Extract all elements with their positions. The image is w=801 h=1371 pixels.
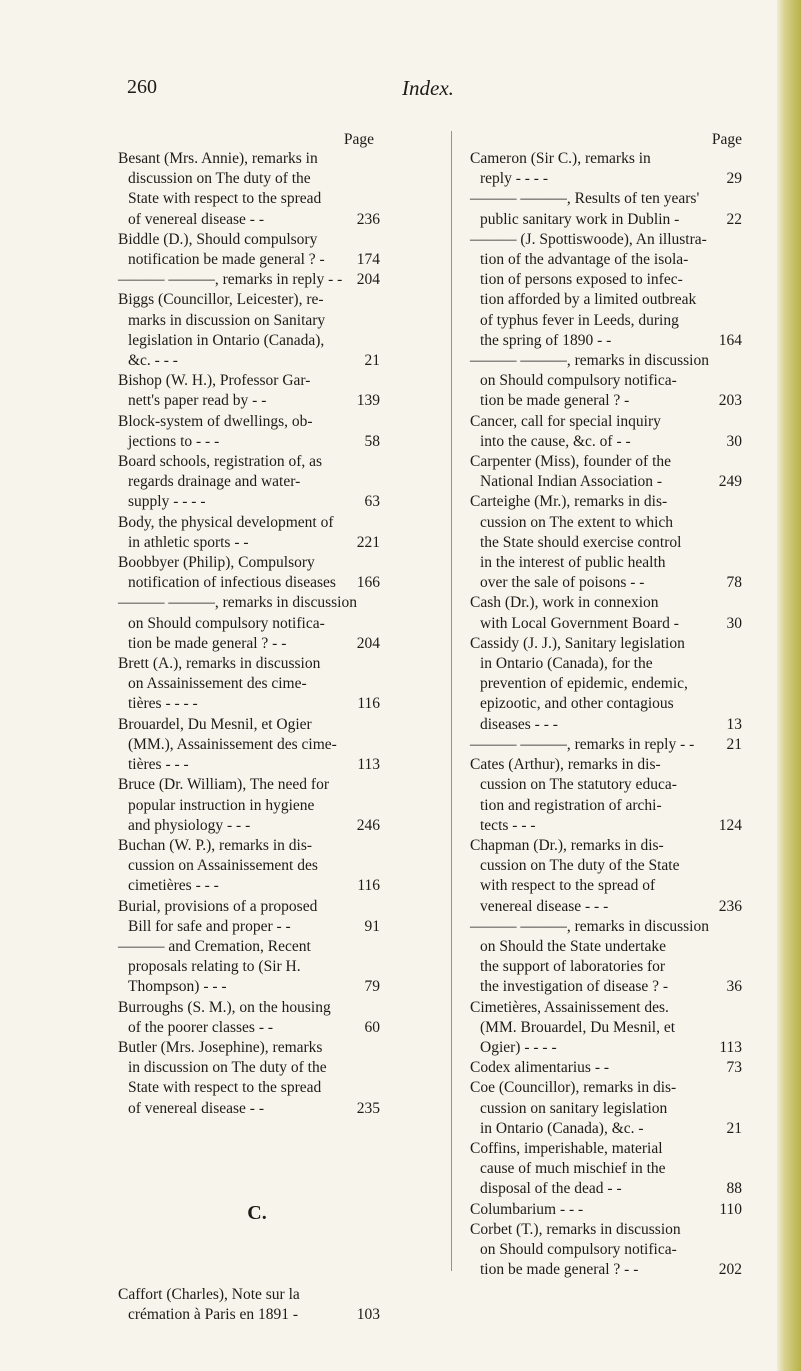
entry-line: Block-system of dwellings, ob- bbox=[118, 412, 313, 430]
entry-line: Chapman (Dr.), remarks in dis- bbox=[470, 836, 664, 854]
entry-text bbox=[118, 553, 380, 593]
entry-text bbox=[470, 735, 742, 755]
entry-page-number: 164 bbox=[718, 331, 742, 349]
entry-line: discussion on The duty of the bbox=[128, 170, 311, 188]
running-header bbox=[0, 76, 801, 106]
entry-text bbox=[118, 290, 380, 371]
index-entry bbox=[470, 1200, 742, 1220]
entry-line: on Should compulsory notifica- bbox=[480, 372, 677, 390]
right-entries bbox=[470, 149, 742, 1280]
entry-line: diseases - - - bbox=[480, 715, 558, 733]
entry-line: Boobbyer (Philip), Compulsory bbox=[118, 554, 315, 572]
entry-line: Buchan (W. P.), remarks in dis- bbox=[118, 836, 313, 854]
entry-page-number: 73 bbox=[726, 1059, 742, 1077]
index-entry bbox=[118, 1285, 380, 1325]
entry-line: in discussion on The duty of the bbox=[128, 1059, 327, 1077]
entry-line: tion and registration of archi- bbox=[480, 796, 662, 814]
entry-line: of the poorer classes - - bbox=[128, 1018, 274, 1036]
entry-page-number: 236 bbox=[356, 210, 380, 228]
entry-line: and physiology - - - bbox=[128, 816, 251, 834]
entry-text bbox=[470, 1058, 742, 1078]
entry-line: Biddle (D.), Should compulsory bbox=[118, 230, 318, 248]
entry-text bbox=[118, 897, 380, 937]
entry-page-number: 79 bbox=[364, 978, 380, 996]
entry-line: nett's paper read by - - bbox=[128, 392, 267, 410]
entry-text bbox=[118, 452, 380, 513]
entry-text bbox=[118, 371, 380, 411]
index-entry bbox=[118, 290, 380, 371]
entry-line: tion be made general ? - - bbox=[128, 634, 287, 652]
entry-line: Caffort (Charles), Note sur la bbox=[118, 1285, 300, 1303]
index-entry bbox=[470, 149, 742, 189]
entry-line: tion of the advantage of the isola- bbox=[480, 251, 689, 269]
entry-page-number: 30 bbox=[726, 432, 742, 450]
entry-page-number: 204 bbox=[356, 271, 380, 289]
entry-text bbox=[470, 1200, 742, 1220]
entry-line: Coffins, imperishable, material bbox=[470, 1139, 663, 1157]
entry-line: cause of much mischief in the bbox=[480, 1160, 666, 1178]
entry-page-number: 246 bbox=[356, 816, 380, 834]
entry-text bbox=[470, 755, 742, 836]
entry-page-number: 29 bbox=[726, 170, 742, 188]
entry-line: ——— ———, remarks in discussion bbox=[470, 352, 709, 370]
entry-line: State with respect to the spread bbox=[128, 1079, 322, 1097]
entry-line: ——— and Cremation, Recent bbox=[118, 937, 311, 955]
index-entry bbox=[118, 412, 380, 452]
entry-text bbox=[470, 998, 742, 1059]
entry-line: cussion on Assainissement des bbox=[128, 857, 318, 875]
index-entry bbox=[118, 270, 380, 290]
index-entry bbox=[470, 1139, 742, 1200]
entry-line: Brett (A.), remarks in discussion bbox=[118, 655, 321, 673]
entry-page-number: 113 bbox=[719, 1038, 742, 1056]
entry-line: with respect to the spread of bbox=[480, 877, 656, 895]
entry-line: ——— (J. Spottiswoode), An illustra- bbox=[470, 230, 707, 248]
entry-text bbox=[470, 149, 742, 189]
index-entry bbox=[118, 371, 380, 411]
section-letter: C. bbox=[247, 1201, 267, 1224]
entry-line: Burial, provisions of a proposed bbox=[118, 897, 318, 915]
entry-line: cussion on The statutory educa- bbox=[480, 776, 677, 794]
entry-page-number: 21 bbox=[364, 352, 380, 370]
entry-line: Codex alimentarius - - bbox=[470, 1059, 610, 1077]
index-entry bbox=[470, 998, 742, 1059]
entry-page-number: 88 bbox=[726, 1180, 742, 1198]
entry-line: public sanitary work in Dublin - bbox=[480, 210, 680, 228]
index-entry bbox=[118, 513, 380, 553]
entry-page-number: 124 bbox=[718, 816, 742, 834]
page-number: 260 bbox=[127, 76, 157, 98]
entry-line: notification of infectious diseases bbox=[128, 574, 336, 592]
entry-line: legislation in Ontario (Canada), bbox=[128, 331, 325, 349]
entry-line: &c. - - - bbox=[128, 352, 178, 370]
entry-page-number: 113 bbox=[357, 756, 380, 774]
entry-line: tion afforded by a limited outbreak bbox=[480, 291, 697, 309]
left-column bbox=[118, 131, 380, 1325]
entry-line: cussion on The extent to which bbox=[480, 513, 674, 531]
entry-text bbox=[470, 492, 742, 593]
entry-line: Butler (Mrs. Josephine), remarks bbox=[118, 1038, 323, 1056]
entry-line: prevention of epidemic, endemic, bbox=[480, 675, 688, 693]
entry-page-number: 103 bbox=[356, 1305, 380, 1323]
entry-text bbox=[118, 654, 380, 715]
index-entry bbox=[118, 775, 380, 836]
entry-text bbox=[470, 593, 742, 633]
entry-line: in the interest of public health bbox=[480, 554, 666, 572]
entry-page-number: 22 bbox=[726, 210, 742, 228]
index-entry bbox=[470, 836, 742, 917]
entry-line: Burroughs (S. M.), on the housing bbox=[118, 998, 331, 1016]
entry-line: Ogier) - - - - bbox=[480, 1038, 557, 1056]
left-entries bbox=[118, 149, 380, 1119]
entry-page-number: 236 bbox=[718, 897, 742, 915]
entry-line: Biggs (Councillor, Leicester), re- bbox=[118, 291, 324, 309]
entry-text bbox=[118, 412, 380, 452]
entry-line: the support of laboratories for bbox=[480, 958, 666, 976]
page-column-label: Page bbox=[711, 131, 742, 148]
entry-line: in Ontario (Canada), &c. - bbox=[480, 1119, 644, 1137]
index-entry bbox=[470, 634, 742, 735]
index-entry bbox=[118, 897, 380, 937]
entry-text bbox=[470, 634, 742, 735]
entry-line: Carpenter (Miss), founder of the bbox=[470, 453, 672, 471]
entry-line: Cates (Arthur), remarks in dis- bbox=[470, 756, 661, 774]
entry-page-number: 63 bbox=[364, 493, 380, 511]
entry-line: Board schools, registration of, as bbox=[118, 453, 323, 471]
entry-text bbox=[470, 452, 742, 492]
entry-line: Bishop (W. H.), Professor Gar- bbox=[118, 372, 311, 390]
entry-page-number: 110 bbox=[719, 1200, 742, 1218]
entry-line: Cassidy (J. J.), Sanitary legislation bbox=[470, 634, 685, 652]
entry-text bbox=[118, 270, 380, 290]
entry-line: epizootic, and other contagious bbox=[480, 695, 674, 713]
entry-line: venereal disease - - - bbox=[480, 897, 609, 915]
entry-text bbox=[470, 836, 742, 917]
index-entry bbox=[118, 593, 380, 654]
entry-line: (MM. Brouardel, Du Mesnil, et bbox=[480, 1018, 676, 1036]
index-entry bbox=[470, 755, 742, 836]
entry-text bbox=[470, 230, 742, 351]
entry-line: ——— ———, remarks in reply - - bbox=[118, 271, 343, 289]
index-entry bbox=[118, 998, 380, 1038]
index-entry bbox=[470, 452, 742, 492]
page-column-label: Page bbox=[343, 131, 374, 148]
entry-line: the State should exercise control bbox=[480, 533, 682, 551]
entry-line: on Should the State undertake bbox=[480, 937, 666, 955]
index-entry bbox=[118, 452, 380, 513]
entry-line: Besant (Mrs. Annie), remarks in bbox=[118, 150, 318, 167]
entry-line: Body, the physical development of bbox=[118, 513, 334, 531]
index-entry bbox=[118, 230, 380, 270]
column-divider bbox=[451, 131, 452, 1271]
entry-line: tects - - - bbox=[480, 816, 536, 834]
index-entry bbox=[470, 230, 742, 351]
index-entry bbox=[470, 412, 742, 452]
entry-line: tion of persons exposed to infec- bbox=[480, 271, 683, 289]
entry-line: jections to - - - bbox=[128, 432, 220, 450]
entry-line: cimetières - - - bbox=[128, 877, 219, 895]
index-entry bbox=[118, 654, 380, 715]
entry-text bbox=[118, 775, 380, 836]
index-entry bbox=[118, 1038, 380, 1119]
entry-line: on Assainissement des cime- bbox=[128, 675, 307, 693]
entry-line: marks in discussion on Sanitary bbox=[128, 311, 326, 329]
entry-line: ——— ———, remarks in reply - - bbox=[470, 735, 695, 753]
running-title: Index. bbox=[402, 76, 454, 100]
entry-page-number: 139 bbox=[356, 392, 380, 410]
entry-page-number: 36 bbox=[726, 978, 742, 996]
entry-line: the spring of 1890 - - bbox=[480, 331, 612, 349]
index-entry bbox=[470, 1058, 742, 1078]
entry-page-number: 116 bbox=[357, 695, 380, 713]
entry-text bbox=[118, 513, 380, 553]
entry-line: Cameron (Sir C.), remarks in bbox=[470, 150, 651, 167]
entry-line: ——— ———, remarks in discussion bbox=[118, 594, 357, 612]
index-entry bbox=[470, 1078, 742, 1139]
entry-line: disposal of the dead - - bbox=[480, 1180, 622, 1198]
entry-line: ——— ———, remarks in discussion bbox=[470, 917, 709, 935]
entry-line: cussion on sanitary legislation bbox=[480, 1099, 668, 1117]
index-entry bbox=[118, 836, 380, 897]
entry-text bbox=[118, 836, 380, 897]
entry-text bbox=[118, 230, 380, 270]
entry-line: cussion on The duty of the State bbox=[480, 857, 680, 875]
entry-line: of venereal disease - - bbox=[128, 1099, 264, 1117]
entry-text bbox=[118, 937, 380, 998]
entry-line: the investigation of disease ? - bbox=[480, 978, 669, 996]
entry-text bbox=[470, 1078, 742, 1139]
entry-line: ——— ———, Results of ten years' bbox=[470, 190, 700, 208]
index-entry bbox=[470, 917, 742, 998]
entry-text bbox=[470, 351, 742, 412]
entry-line: Cash (Dr.), work in connexion bbox=[470, 594, 659, 612]
entry-line: Bruce (Dr. William), The need for bbox=[118, 776, 329, 794]
entry-line: Cimetières, Assainissement des. bbox=[470, 998, 669, 1016]
entry-text bbox=[118, 715, 380, 776]
entry-text bbox=[470, 1220, 742, 1281]
entry-line: Brouardel, Du Mesnil, et Ogier bbox=[118, 715, 312, 733]
entry-line: Corbet (T.), remarks in discussion bbox=[470, 1220, 681, 1238]
entry-page-number: 116 bbox=[357, 877, 380, 895]
index-entry bbox=[470, 593, 742, 633]
entry-text bbox=[470, 917, 742, 998]
index-entry bbox=[118, 553, 380, 593]
entry-line: supply - - - - bbox=[128, 493, 206, 511]
entry-page-number: 202 bbox=[718, 1261, 742, 1279]
page-edge-shadow bbox=[777, 0, 801, 1371]
entry-line: over the sale of poisons - - bbox=[480, 574, 645, 592]
entry-page-number: 13 bbox=[726, 715, 742, 733]
entry-page-number: 58 bbox=[364, 432, 380, 450]
entry-line: regards drainage and water- bbox=[128, 473, 301, 491]
index-entry bbox=[118, 937, 380, 998]
entry-line: notification be made general ? - bbox=[128, 251, 325, 269]
entry-line: of typhus fever in Leeds, during bbox=[480, 311, 679, 329]
entry-line: crémation à Paris en 1891 - bbox=[128, 1305, 299, 1323]
entry-line: proposals relating to (Sir H. bbox=[128, 958, 301, 976]
entry-line: reply - - - - bbox=[480, 170, 548, 188]
index-entry bbox=[470, 492, 742, 593]
entry-text bbox=[118, 998, 380, 1038]
index-entry bbox=[470, 1220, 742, 1281]
entry-text bbox=[470, 1139, 742, 1200]
entry-line: National Indian Association - bbox=[480, 473, 663, 491]
entry-line: Cancer, call for special inquiry bbox=[470, 412, 661, 430]
entry-page-number: 221 bbox=[356, 533, 380, 551]
entry-page-number: 91 bbox=[364, 917, 380, 935]
entry-text bbox=[470, 412, 742, 452]
left-after-section bbox=[118, 1285, 380, 1325]
entry-line: on Should compulsory notifica- bbox=[480, 1240, 677, 1258]
entry-line: tion be made general ? - - bbox=[480, 1261, 639, 1279]
entry-page-number: 30 bbox=[726, 614, 742, 632]
entry-line: on Should compulsory notifica- bbox=[128, 614, 325, 632]
entry-text bbox=[118, 1285, 380, 1325]
entry-page-number: 78 bbox=[726, 574, 742, 592]
entry-line: of venereal disease - - bbox=[128, 210, 264, 228]
index-entry bbox=[118, 149, 380, 230]
entry-line: into the cause, &c. of - - bbox=[480, 432, 631, 450]
entry-line: tières - - - - bbox=[128, 695, 198, 713]
entry-line: popular instruction in hygiene bbox=[128, 796, 315, 814]
entry-line: with Local Government Board - bbox=[480, 614, 679, 632]
entry-line: (MM.), Assainissement des cime- bbox=[128, 735, 337, 753]
entry-text bbox=[470, 189, 742, 229]
index-entry bbox=[470, 189, 742, 229]
right-column bbox=[470, 131, 742, 1280]
entry-page-number: 21 bbox=[726, 1119, 742, 1137]
index-entry bbox=[470, 351, 742, 412]
entry-line: Coe (Councillor), remarks in dis- bbox=[470, 1079, 677, 1097]
index-entry bbox=[118, 715, 380, 776]
entry-line: in athletic sports - - bbox=[128, 533, 249, 551]
entry-line: tion be made general ? - bbox=[480, 392, 630, 410]
entry-line: tières - - - bbox=[128, 756, 189, 774]
entry-line: Bill for safe and proper - - bbox=[128, 917, 291, 935]
entry-page-number: 60 bbox=[364, 1018, 380, 1036]
entry-page-number: 203 bbox=[718, 392, 742, 410]
entry-page-number: 166 bbox=[356, 574, 380, 592]
entry-line: Columbarium - - - bbox=[470, 1200, 584, 1218]
index-entry bbox=[470, 735, 742, 755]
entry-line: in Ontario (Canada), for the bbox=[480, 655, 653, 673]
entry-page-number: 174 bbox=[356, 251, 380, 269]
entry-line: State with respect to the spread bbox=[128, 190, 322, 208]
entry-page-number: 249 bbox=[718, 473, 742, 491]
entry-line: Thompson) - - - bbox=[128, 978, 227, 996]
entry-line: Carteighe (Mr.), remarks in dis- bbox=[470, 493, 668, 511]
entry-page-number: 21 bbox=[726, 735, 742, 753]
entry-text bbox=[118, 149, 380, 230]
entry-page-number: 235 bbox=[356, 1099, 380, 1117]
entry-text bbox=[118, 593, 380, 654]
entry-page-number: 204 bbox=[356, 634, 380, 652]
entry-text bbox=[118, 1038, 380, 1119]
